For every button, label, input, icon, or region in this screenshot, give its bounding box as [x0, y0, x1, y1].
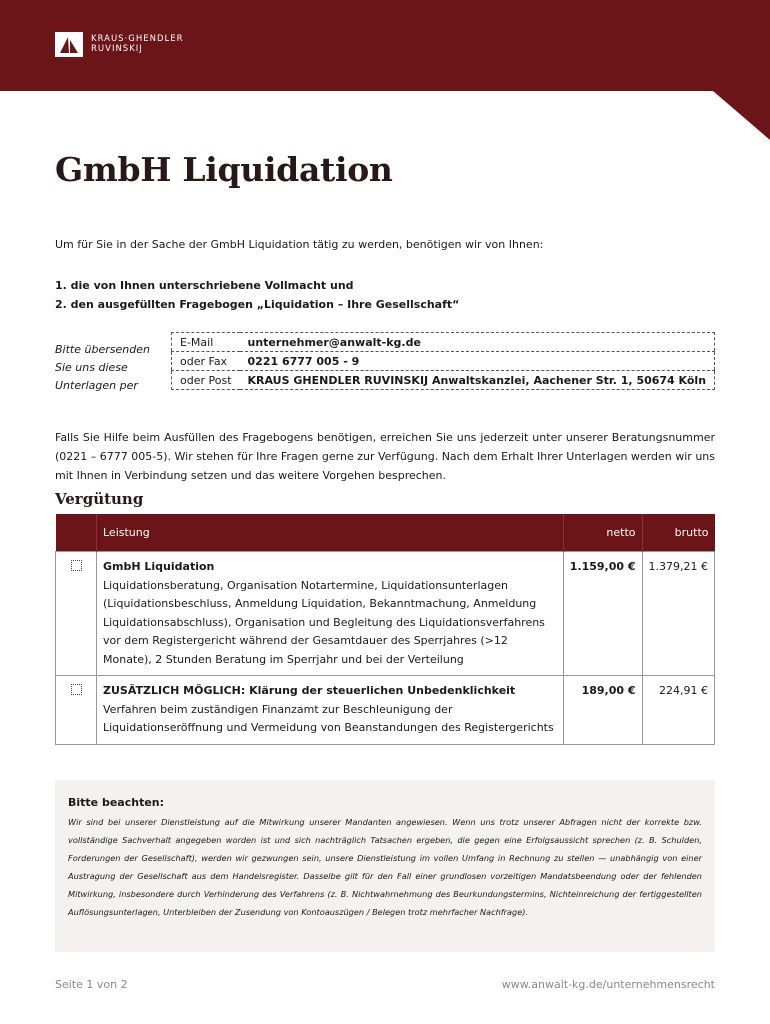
page-title: GmbH Liquidation: [55, 150, 393, 189]
notice-box: [55, 780, 715, 952]
intro-text: Um für Sie in der Sache der GmbH Liquidation tätig zu werden, benötigen wir von Ihnen:: [55, 238, 544, 251]
service-checkbox[interactable]: [71, 560, 82, 571]
pricing-table: [55, 514, 715, 745]
contact-method: oder Post: [180, 373, 232, 387]
contact-method: oder Fax: [172, 352, 240, 371]
send-instructions-label: [55, 341, 150, 395]
service-checkbox[interactable]: [71, 684, 82, 695]
help-paragraph: Falls Sie Hilfe beim Ausfüllen des Fragebogens benötigen, erreichen Sie uns jederzeit unter unserer Beratungsnummer (0221 – 6777 005-5). Wir stehen für Ihre Fragen gerne zur Verfügung. Nach dem Erhalt Ihrer Unterlagen werden wir uns mit Ihnen in Verbindung setzen und das weitere Vorgehen besprechen.: [55, 431, 715, 482]
logo-line-2: RUVINSKIJ: [91, 44, 143, 54]
contact-row-post: [172, 371, 715, 390]
contact-row-fax: [172, 352, 715, 371]
header-bar: [0, 0, 770, 91]
notice-body: Wir sind bei unserer Dienstleistung auf die Mitwirkung unserer Mandanten angewiesen. Wenn uns trotz unserer Abfragen nicht der korrekte bzw. vollständige Sachverhalt angegeben worden ist und sich nachträglich Tatsachen ergeben, die gegen eine Erfolgsaussicht sprechen (z. B. Schulden, Forderungen der Gesellschaft), werden wir gezwungen sein, unsere Dienstleistung im vollen Umfang in Rechnung zu stellen — unabhängig von einer Austragung der Gesellschaft aus dem Handelsregister. Dasselbe gilt für den Fall einer grundlosen vorzeitigen Mandatsbeendung oder der fehlenden Mitwirkung, insbesondere durch Verhinderung des Verfahrens (z. B. Nichtwahrnehmung des Beurkundungstermins, Nichteinreichung der fertiggestellten Auflösungsunterlagen, Unterbleiben der Zusendung von Kontoauszügen / Belegen trotz mehrfacher Nachfrage).: [68, 817, 702, 917]
header-corner-decoration: [713, 91, 770, 140]
contact-email-link[interactable]: unternehmer@anwalt-kg.de: [240, 333, 715, 352]
page-number: Seite 1 von 2: [55, 978, 128, 991]
notice-title: Bitte beachten:: [68, 796, 165, 809]
logo-wordmark[interactable]: [91, 34, 184, 54]
checkbox-column-header: [56, 514, 97, 552]
service-title: ZUSÄTZLICH MÖGLICH: Klärung der steuerlichen Unbedenklichkeit: [103, 684, 516, 697]
service-description: Verfahren beim zuständigen Finanzamt zur Beschleunigung der Liquidationseröffnung und Vermeidung von Beanstandungen des Registergerichts: [103, 702, 554, 734]
sail-logo-icon: [55, 32, 83, 57]
contact-row-email: [172, 333, 715, 352]
requirements-list: [55, 276, 459, 314]
contact-method: E-Mail: [172, 333, 240, 352]
send-label-line: Bitte übersenden: [55, 343, 150, 356]
service-cell: [97, 552, 564, 676]
gross-column-header: brutto: [642, 514, 715, 552]
checkbox-cell: [56, 552, 97, 676]
contact-postal-address: KRAUS GHENDLER RUVINSKIJ Anwaltskanzlei, Aachener Str. 1, 50674 Köln: [247, 373, 707, 387]
requirement-item: 2. den ausgefüllten Fragebogen „Liquidation – Ihre Gesellschaft“: [55, 298, 460, 311]
footer-url-link[interactable]: www.anwalt-kg.de/unternehmensrecht: [501, 978, 715, 991]
gross-price: 224,91 €: [642, 676, 715, 745]
send-label-line: Sie uns diese: [55, 361, 128, 374]
checkbox-cell: [56, 676, 97, 745]
send-label-line: Unterlagen per: [55, 379, 138, 392]
contact-fax-number: 0221 6777 005 - 9: [240, 352, 715, 371]
service-cell: [97, 676, 564, 745]
net-price: 189,00 €: [563, 676, 642, 745]
pricing-row: [56, 552, 715, 676]
logo-line-1: KRAUS·GHENDLER: [91, 34, 184, 44]
service-description: Liquidationsberatung, Organisation Notartermine, Liquidationsunterlagen (Liquidationsbeschluss, Anmeldung Liquidation, Bekanntmachung, Anmeldung Liquidationsabschluss), Organisation und Begleitung des Liquidationsverfahrens vor dem Registergericht während der Gesamtdauer des Sperrjahres (>12 Monate), 2 Stunden Beratung im Sperrjahr und bei der Verteilung: [103, 578, 545, 666]
service-title: GmbH Liquidation: [103, 560, 215, 573]
net-column-header: netto: [563, 514, 642, 552]
gross-price: 1.379,21 €: [642, 552, 715, 676]
contact-methods-table: [171, 332, 715, 390]
pricing-heading: Vergütung: [55, 490, 144, 508]
pricing-row: [56, 676, 715, 745]
service-column-header: Leistung: [97, 514, 564, 552]
pricing-header-row: [56, 514, 715, 552]
requirement-item: 1. die von Ihnen unterschriebene Vollmacht und: [55, 279, 354, 292]
net-price: 1.159,00 €: [563, 552, 642, 676]
